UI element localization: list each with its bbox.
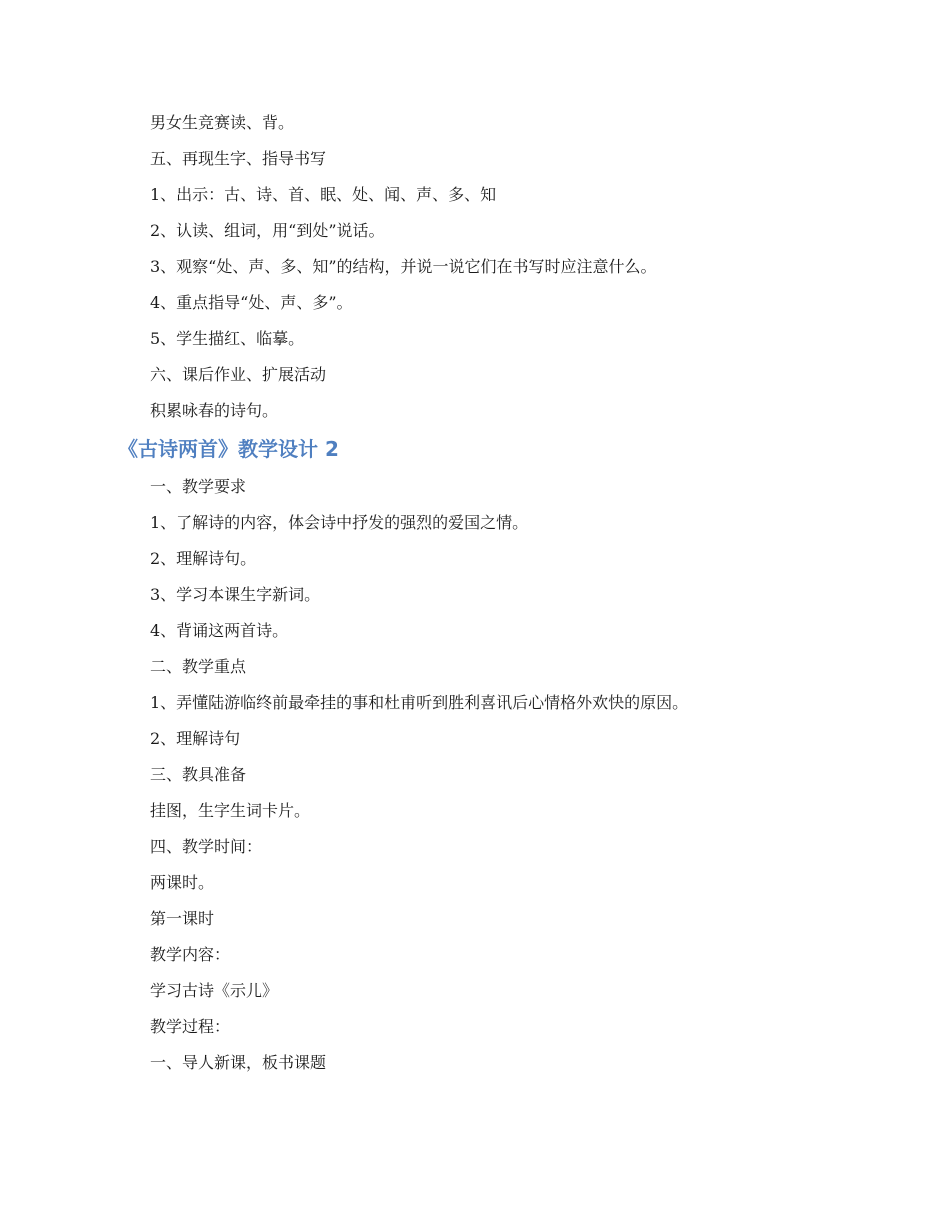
- paragraph: 1、了解诗的内容，体会诗中抒发的强烈的爱国之情。: [150, 513, 529, 532]
- document-body: [0, 105, 950, 1081]
- paragraph: 积累咏春的诗句。: [150, 401, 279, 420]
- paragraph: 教学内容：: [150, 945, 231, 964]
- paragraph: 1、出示：古、诗、首、眠、处、闻、声、多、知: [150, 185, 497, 204]
- paragraph: 1、弄懂陆游临终前最牵挂的事和杜甫听到胜利喜讯后心情格外欢快的原因。: [150, 693, 689, 712]
- section-heading: 六、课后作业、扩展活动: [150, 365, 327, 384]
- paragraph: 3、观察“处、声、多、知”的结构，并说一说它们在书写时应注意什么。: [150, 257, 657, 276]
- document-title: 《古诗两首》教学设计 2: [118, 437, 339, 461]
- paragraph: 2、认读、组词，用“到处”说话。: [150, 221, 385, 240]
- paragraph: 两课时。: [150, 873, 215, 892]
- paragraph: 第一课时: [150, 909, 215, 928]
- section-heading: 一、教学要求: [150, 477, 247, 496]
- paragraph: 2、理解诗句。: [150, 549, 257, 568]
- paragraph: 教学过程：: [150, 1017, 231, 1036]
- paragraph: 学习古诗《示儿》: [150, 981, 279, 1000]
- section-heading: 五、再现生字、指导书写: [150, 149, 327, 168]
- paragraph: 挂图，生字生词卡片。: [150, 801, 311, 820]
- section-heading: 三、教具准备: [150, 765, 247, 784]
- paragraph: 3、学习本课生字新词。: [150, 585, 321, 604]
- paragraph: 4、背诵这两首诗。: [150, 621, 289, 640]
- section-heading: 四、教学时间：: [150, 837, 263, 856]
- paragraph: 2、理解诗句: [150, 729, 241, 748]
- paragraph: 4、重点指导“处、声、多”。: [150, 293, 353, 312]
- section-heading: 一、导人新课，板书课题: [150, 1053, 327, 1072]
- section-heading: 二、教学重点: [150, 657, 247, 676]
- paragraph: 5、学生描红、临摹。: [150, 329, 305, 348]
- paragraph: 男女生竞赛读、背。: [150, 113, 295, 132]
